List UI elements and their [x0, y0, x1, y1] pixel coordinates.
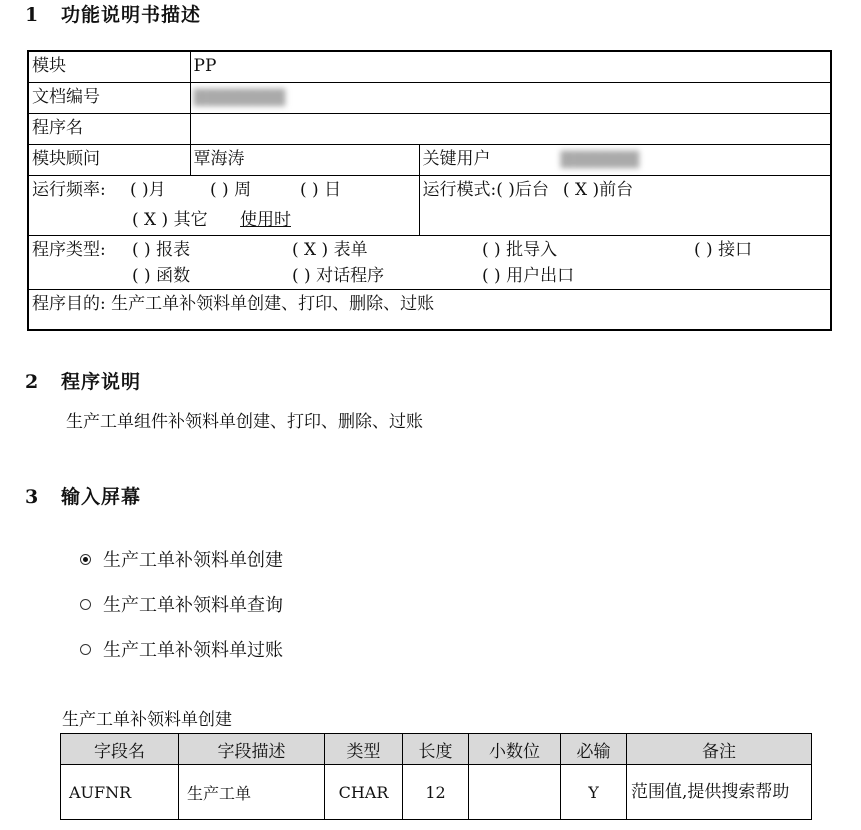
header-remark: 备注: [627, 734, 812, 765]
radio-query[interactable]: [80, 591, 283, 617]
header-decimals: 小数位: [469, 734, 561, 765]
header-field-desc: 字段描述: [179, 734, 325, 765]
type-user-exit: ( ) 用户出口: [482, 265, 575, 286]
module-value: PP: [190, 51, 831, 82]
program-type-cell: [28, 235, 831, 289]
cell-required: Y: [561, 765, 627, 820]
run-mode-background: ( )后台: [496, 179, 549, 200]
radio-label: 生产工单补领料单过账: [103, 640, 283, 661]
section-2-heading: [25, 367, 141, 394]
section-1-heading: [25, 0, 201, 27]
section-3-heading: [25, 482, 141, 509]
module-label: 模块: [28, 51, 190, 82]
type-dialog: ( ) 对话程序: [292, 265, 385, 286]
spec-info-table: [27, 50, 832, 331]
doc-no-label: 文档编号: [28, 82, 190, 113]
cell-remark: 范围值,提供搜索帮助: [627, 765, 812, 820]
cell-type: CHAR: [325, 765, 403, 820]
radio-label: 生产工单补领料单创建: [103, 550, 283, 571]
program-description: 生产工单组件补领料单创建、打印、删除、过账: [66, 412, 423, 432]
key-user-label: 关键用户: [422, 148, 491, 169]
run-freq-other-value: 使用时: [240, 209, 291, 230]
run-freq-weekly: ( ) 周: [210, 179, 252, 200]
type-batch-import: ( ) 批导入: [482, 239, 558, 260]
radio-unselected-icon[interactable]: [80, 599, 91, 610]
section-number: 2: [25, 371, 40, 393]
table-header-row: [61, 734, 812, 765]
program-name-label: 程序名: [28, 113, 190, 144]
program-type-label: 程序类型:: [32, 239, 106, 260]
doc-no-value: ▇▇▇▇▇▇▇: [193, 86, 286, 107]
run-mode-foreground: ( X )前台: [562, 179, 634, 200]
radio-selected-icon[interactable]: [80, 554, 91, 565]
run-frequency-cell: [28, 175, 419, 235]
program-name-value: [190, 113, 831, 144]
type-form: ( X ) 表单: [292, 239, 368, 260]
run-freq-other: ( X ) 其它: [132, 209, 208, 230]
program-purpose: 程序目的: 生产工单补领料单创建、打印、删除、过账: [28, 289, 831, 330]
type-interface: ( ) 接口: [694, 239, 753, 260]
cell-field-desc: 生产工单: [179, 765, 325, 820]
section-number: 3: [25, 486, 40, 508]
consultant-value: 覃海涛: [190, 144, 419, 175]
type-function: ( ) 函数: [132, 265, 191, 286]
key-user-value: ▇▇▇▇▇▇: [560, 148, 639, 169]
table-row: [61, 765, 812, 820]
section-title: 输入屏幕: [61, 486, 142, 508]
run-mode-cell: [419, 175, 831, 235]
radio-unselected-icon[interactable]: [80, 644, 91, 655]
section-title: 程序说明: [61, 371, 142, 393]
type-report: ( ) 报表: [132, 239, 191, 260]
cell-decimals: [469, 765, 561, 820]
key-user-cell: [419, 144, 831, 175]
consultant-label: 模块顾问: [28, 144, 190, 175]
radio-create[interactable]: [80, 546, 283, 572]
header-length: 长度: [403, 734, 469, 765]
run-mode-label: 运行模式:: [422, 179, 497, 200]
table-caption: 生产工单补领料单创建: [62, 710, 232, 730]
cell-length: 12: [403, 765, 469, 820]
radio-label: 生产工单补领料单查询: [103, 595, 283, 616]
section-title: 功能说明书描述: [61, 4, 202, 26]
run-freq-label: 运行频率:: [32, 179, 106, 200]
doc-no-cell: [190, 82, 831, 113]
cell-field-name: AUFNR: [61, 765, 179, 820]
header-field-name: 字段名: [61, 734, 179, 765]
header-required: 必输: [561, 734, 627, 765]
section-number: 1: [25, 4, 40, 26]
fields-table: [60, 733, 812, 820]
run-freq-daily: ( ) 日: [300, 179, 342, 200]
run-freq-monthly: ( )月: [130, 179, 166, 200]
header-type: 类型: [325, 734, 403, 765]
radio-post[interactable]: [80, 636, 283, 662]
